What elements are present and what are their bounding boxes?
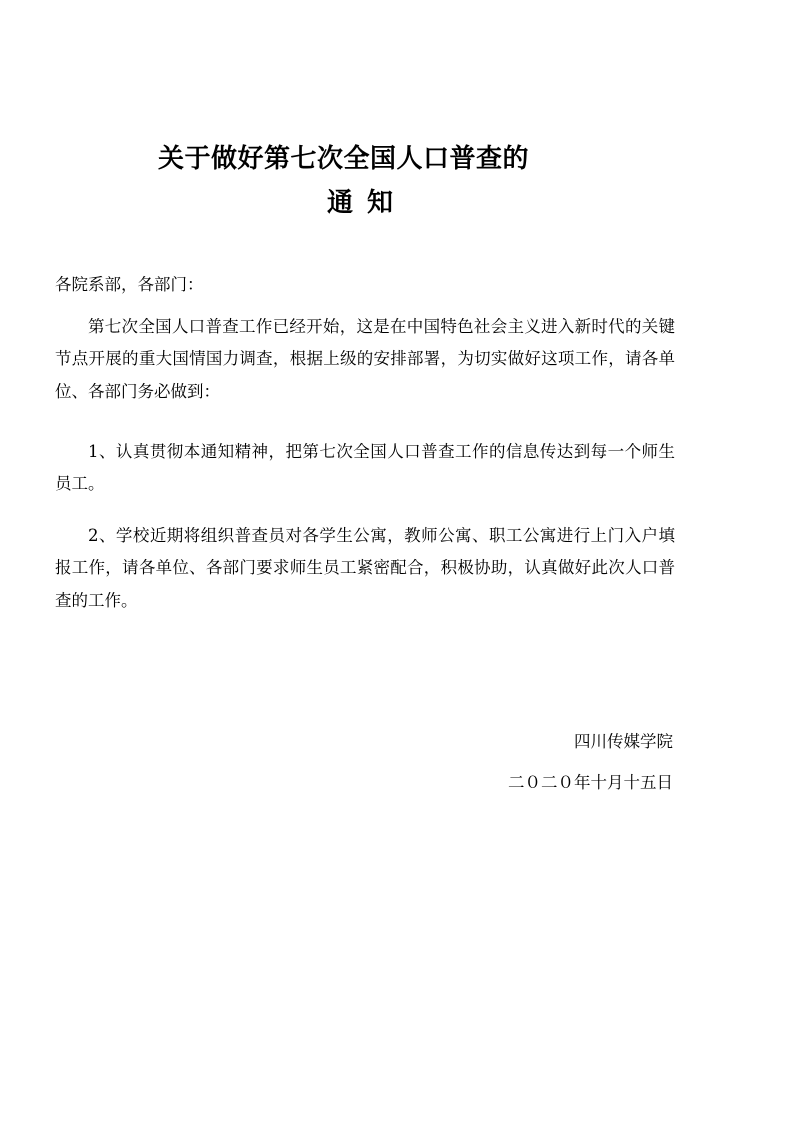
signature-organization: 四川传媒学院: [574, 732, 673, 751]
paragraph-intro: 第七次全国人口普查工作已经开始，这是在中国特色社会主义进入新时代的关键节点开展的重大国情国力调查，根据上级的安排部署，为切实做好这项工作，请各单位、各部门务必做到：: [55, 317, 675, 401]
document-subtitle: 通知: [327, 188, 408, 218]
paragraph-item-1: 1、认真贯彻本通知精神，把第七次全国人口普查工作的信息传达到每一个师生员工。: [55, 442, 675, 494]
paragraph-item-2: 2、学校近期将组织普查员对各学生公寓，教师公寓、职工公寓进行上门入户填报工作，请各单位、各部门要求师生员工紧密配合，积极协助，认真做好此次人口普查的工作。: [55, 526, 675, 610]
document-title: 关于做好第七次全国人口普查的: [158, 144, 530, 174]
signature-date: 二０二０年十月十五日: [508, 773, 673, 792]
salutation: 各院系部，各部门：: [55, 275, 204, 294]
